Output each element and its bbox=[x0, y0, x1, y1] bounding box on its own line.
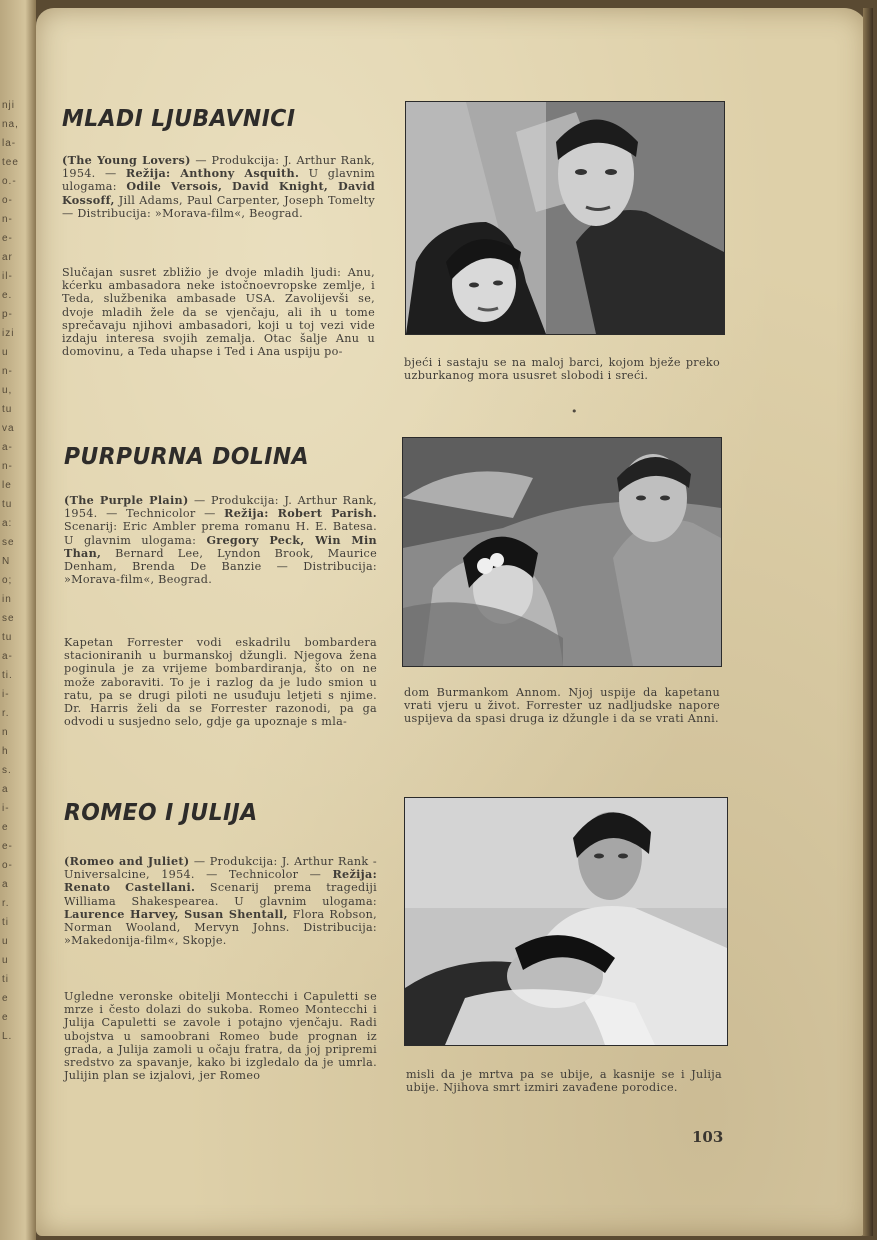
credit-run: — Produkcija: J. Arthur Rank - Universalcine, 1954. — Technicolor — bbox=[64, 855, 377, 882]
credit-run: Režija: Robert Parish. bbox=[224, 506, 378, 521]
margin-fragment: a- bbox=[2, 442, 13, 453]
section-title-romeo-i-julija: ROMEO I JULIJA bbox=[64, 800, 258, 826]
section-title-purpurna-dolina: PURPURNA DOLINA bbox=[64, 444, 310, 470]
page-edge bbox=[863, 8, 873, 1236]
margin-fragment: a bbox=[2, 784, 9, 795]
credit-run: Režija: Renato Castellani. bbox=[64, 867, 377, 895]
margin-fragment: ar bbox=[2, 252, 13, 263]
credit-run: — Produkcija: J. Arthur Rank, 1954. — Technicolor — bbox=[64, 494, 377, 521]
margin-fragment: se bbox=[2, 537, 15, 548]
margin-fragment: e bbox=[2, 1012, 9, 1023]
margin-fragment: s. bbox=[2, 765, 12, 776]
credit-run: Režija: Anthony Asquith. bbox=[125, 166, 300, 181]
caption-mladi-ljubavnici: bjeći i sastaju se na maloj barci, kojom bježe preko uzburkanog mora ususret slobodi i sreći. bbox=[404, 356, 720, 383]
credit-run: Scenarij: Eric Ambler prema romanu H. E. Batesa. U glavnim ulogama: bbox=[64, 520, 377, 547]
previous-page-strip bbox=[0, 0, 36, 1240]
page-number: 103 bbox=[692, 1128, 724, 1146]
margin-fragment: u bbox=[2, 955, 9, 966]
margin-fragment: u, bbox=[2, 385, 13, 396]
margin-fragment: in bbox=[2, 594, 12, 605]
margin-fragment: e bbox=[2, 822, 9, 833]
credit-run: Bernard Lee, Lyndon Brook, Maurice Denham, Brenda De Banzie — Distribucija: »Morava-film«, Beograd. bbox=[64, 546, 377, 587]
margin-fragment: a- bbox=[2, 651, 13, 662]
margin-fragment: p- bbox=[2, 309, 13, 320]
margin-fragment: n- bbox=[2, 461, 13, 472]
margin-fragment: se bbox=[2, 613, 15, 624]
caption-purpurna-dolina: dom Burmankom Annom. Njoj uspije da kapetanu vrati vjeru u život. Forrester uz nadljudske napore uspijeva da spasi druga iz džungle i da se vrati Anni. bbox=[404, 686, 720, 726]
credit-run: (The Purple Plain) bbox=[64, 493, 189, 507]
synopsis-romeo-i-julija: Ugledne veronske obitelji Montecchi i Capuletti se mrze i često dolazi do sukoba. Romeo Montecchi i Julija Capuletti se zavole i potajno vjenčaju. Radi ubojstva u samoobrani Romeo bude prognan iz grada, a Julija zamoli u očaju fratra, da joj pripremi sredstvo za spavanje, kako bi izgledalo da je umrla. Julijin plan se izjalovi, jer Romeo bbox=[64, 990, 377, 1083]
margin-fragment: tu bbox=[2, 404, 13, 415]
margin-fragment: h bbox=[2, 746, 9, 757]
margin-fragment: tu bbox=[2, 499, 13, 510]
margin-fragment: na, bbox=[2, 119, 19, 130]
credits-purpurna-dolina bbox=[64, 494, 377, 586]
margin-fragment: e- bbox=[2, 841, 13, 852]
margin-fragment: i- bbox=[2, 803, 10, 814]
synopsis-mladi-ljubavnici: Slučajan susret zbližio je dvoje mladih ljudi: Anu, kćerku ambasadora neke istočnoevropske zemlje, i Teda, službenika ambasade USA. Zavolijevši se, dvoje mladih žele da se vjenčaju, ali ih u tome sprečavaju njihovi ambasadori, koji u toj vezi vide izdaju interesa svojih zemalja. Otac šalje Anu u domovinu, a Teda uhapse i Ted i Ana uspiju po- bbox=[62, 266, 375, 359]
caption-romeo-i-julija: misli da je mrtva pa se ubije, a kasnije se i Julija ubije. Njihova smrt izmiri zavađene porodice. bbox=[406, 1068, 722, 1095]
margin-fragment: izi bbox=[2, 328, 15, 339]
margin-fragment: nji bbox=[2, 100, 16, 111]
credit-run: Laurence Harvey, Susan Shentall, bbox=[64, 906, 288, 921]
margin-fragment: n- bbox=[2, 366, 13, 377]
credit-run: Jill Adams, Paul Carpenter, Joseph Tomelty — Distribucija: »Morava-film«, Beograd. bbox=[62, 193, 375, 220]
margin-fragment: ti bbox=[2, 917, 9, 928]
credits-mladi-ljubavnici bbox=[62, 154, 375, 220]
credit-run: (The Young Lovers) bbox=[62, 153, 191, 167]
margin-fragment: a bbox=[2, 879, 9, 890]
margin-fragment: e. bbox=[2, 290, 13, 301]
margin-fragment: u bbox=[2, 347, 9, 358]
photo-purpurna-dolina bbox=[402, 437, 722, 667]
margin-fragment: L. bbox=[2, 1031, 13, 1042]
margin-fragment: la- bbox=[2, 138, 17, 149]
margin-fragment: e- bbox=[2, 233, 13, 244]
margin-fragment: ti bbox=[2, 974, 9, 985]
credit-run: — Produkcija: J. Arthur Rank, 1954. — bbox=[62, 154, 375, 181]
credit-run: Flora Robson, Norman Wooland, Mervyn Johns. Distribucija: »Makedonija-film«, Skopje. bbox=[64, 907, 377, 948]
margin-fragment: o- bbox=[2, 195, 13, 206]
margin-fragment: e bbox=[2, 993, 9, 1004]
margin-fragment: le bbox=[2, 480, 12, 491]
credit-run: (Romeo and Juliet) bbox=[64, 854, 190, 868]
synopsis-purpurna-dolina: Kapetan Forrester vodi eskadrilu bombardera stacioniranih u burmanskoj džungli. Njegova žena poginula je za vrijeme bombardiranja, što on ne može zaboraviti. To je i razlog da je ludo smion u ratu, pa se drugi piloti ne usuđuju letjeti s njime. Dr. Harris želi da se Forrester razonodi, pa ga odvodi u susjedno selo, gdje ga upoznaje s mla- bbox=[64, 636, 377, 729]
margin-fragment: il- bbox=[2, 271, 13, 282]
margin-fragment: n- bbox=[2, 214, 13, 225]
credit-run: Gregory Peck, Win Min Than, bbox=[64, 532, 377, 560]
section-title-mladi-ljubavnici: MLADI LJUBAVNICI bbox=[62, 106, 296, 132]
margin-fragment: o.- bbox=[2, 176, 17, 187]
margin-fragment: a: bbox=[2, 518, 13, 529]
margin-fragment: n bbox=[2, 727, 9, 738]
bullet-mark: • bbox=[571, 405, 578, 418]
margin-fragment: o; bbox=[2, 575, 13, 586]
photo-romeo-i-julija bbox=[404, 797, 728, 1046]
photo-mladi-ljubavnici bbox=[405, 101, 725, 335]
margin-fragment: N bbox=[2, 556, 11, 567]
margin-fragment: tee bbox=[2, 157, 19, 168]
margin-fragment: ti. bbox=[2, 670, 13, 681]
credit-run: U glavnim ulogama: bbox=[62, 167, 375, 194]
margin-fragment: u bbox=[2, 936, 9, 947]
margin-fragment: tu bbox=[2, 632, 13, 643]
margin-fragment: r. bbox=[2, 898, 10, 909]
credit-run: Scenarij prema tragediji Williama Shakespearea. U glavnim ulogama: bbox=[64, 881, 377, 908]
margin-fragment: r. bbox=[2, 708, 10, 719]
margin-fragment: va bbox=[2, 423, 15, 434]
margin-fragment: o- bbox=[2, 860, 13, 871]
credit-run: Odile Versois, David Knight, David Kossoff, bbox=[62, 179, 375, 207]
margin-fragment: i- bbox=[2, 689, 10, 700]
credits-romeo-i-julija bbox=[64, 855, 377, 947]
